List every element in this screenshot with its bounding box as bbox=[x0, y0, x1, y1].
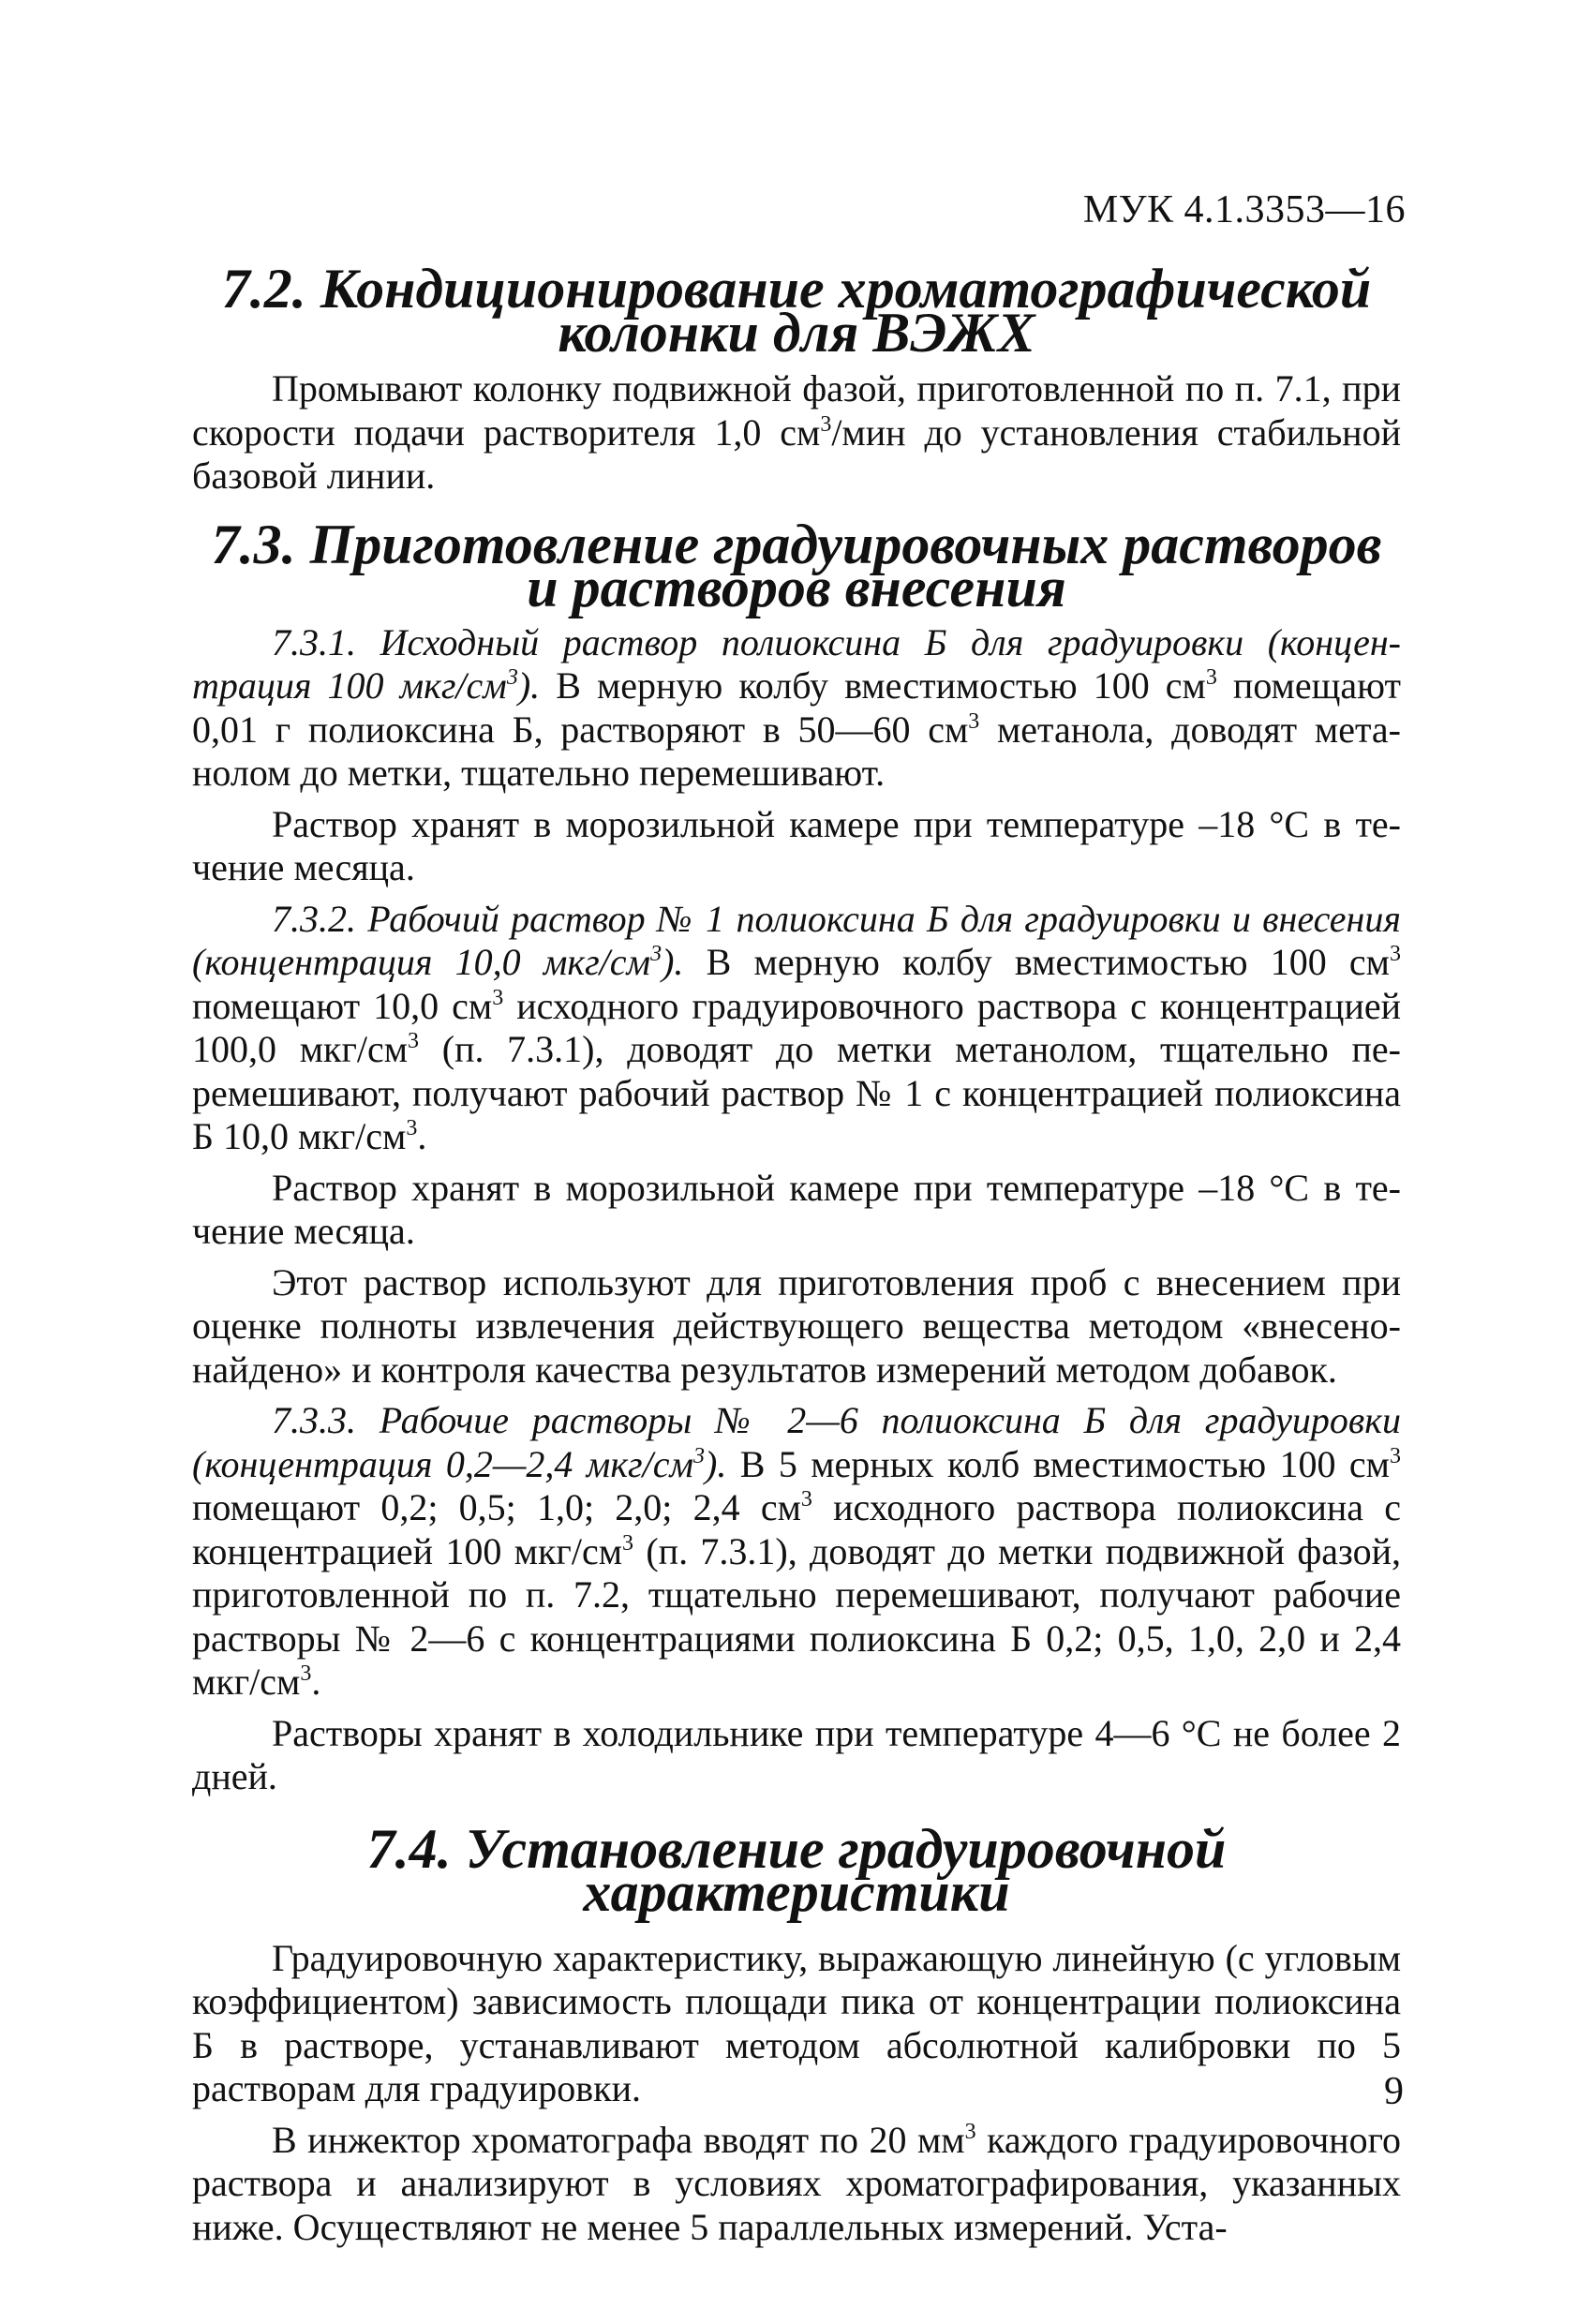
superscript: 3 bbox=[1390, 1443, 1401, 1468]
superscript: 3 bbox=[300, 1661, 312, 1686]
text-run: В мерную колбу вместимостью 100 см bbox=[540, 664, 1206, 707]
text-run: ). bbox=[517, 664, 541, 707]
text-run: Промывают колонку подвижной фазой, приготовленной по п. 7.1, при скорости подачи растворителя 1,0 см bbox=[192, 367, 1401, 454]
paragraph-7-3-2 bbox=[192, 898, 1401, 1159]
text-run: (п. 7.3.1), доводят до метки метанолом, тщательно перемешивают, получают рабочий раствор № 1 с концентрацией полиоксина Б 10,0 мкг/см bbox=[192, 1028, 1401, 1157]
section-heading-7-2: 7.2. Кондиционирование хроматографической колонки для ВЭЖХ bbox=[221, 258, 1372, 364]
document-code: МУК 4.1.3353—16 bbox=[1082, 188, 1406, 231]
text-run: (п. 7.3.1), доводят до метки подвижной фазой, приготовленной по п. 7.2, тщательно перемешивают, получают рабочие растворы № 2—6 с концентрациями полиоксина Б 0,2; 0,5, 1,0, 2,0 и 2,4 мкг/см bbox=[192, 1529, 1402, 1703]
superscript: 3 bbox=[800, 1487, 812, 1512]
superscript: 3 bbox=[820, 411, 832, 437]
page-number: 9 bbox=[1384, 2070, 1404, 2113]
superscript: 3 bbox=[506, 665, 518, 690]
superscript: 3 bbox=[693, 1443, 706, 1468]
text-run: В 5 мерных колб вместимостью 100 см bbox=[726, 1442, 1390, 1485]
text-run: В мерную колбу вместимостью 100 см bbox=[683, 941, 1390, 983]
superscript: 3 bbox=[492, 985, 504, 1010]
paragraph-7-3-3 bbox=[192, 1399, 1401, 1705]
paragraph-usage: Этот раствор используют для приготовления проб с внесением при оценке полноты извлечения действующего вещества методом «внесено-найдено» и контроля качества результатов измерений методом добавок. bbox=[192, 1260, 1401, 1391]
paragraph-storage-2: Раствор хранят в морозильной камере при температуре –18 °С в течение месяца. bbox=[192, 1166, 1401, 1252]
superscript: 3 bbox=[1205, 665, 1217, 690]
text-run: помещают 0,01 г полиоксина Б, растворяют в 50—60 см bbox=[192, 664, 1402, 751]
text-run: . bbox=[311, 1661, 321, 1703]
text-run: ). bbox=[662, 941, 684, 983]
superscript: 3 bbox=[622, 1530, 634, 1556]
paragraph-storage-1: Раствор хранят в морозильной камере при температуре –18 °С в течение месяца. bbox=[192, 802, 1401, 888]
paragraph-injection bbox=[192, 2119, 1401, 2250]
text-run: В инжектор хроматографа вводят по 20 мм bbox=[272, 2118, 965, 2161]
section-heading-7-3: 7.3. Приготовление градуировочных растворов и растворов внесения bbox=[211, 513, 1382, 618]
text-run: каждого градуировочного раствора и анализируют в условиях хроматографирования, указанных ниже. Осуществляют не менее 5 параллельных измерений. Уста- bbox=[192, 2118, 1401, 2248]
superscript: 3 bbox=[406, 1116, 418, 1140]
section-heading-7-4: 7.4. Установление градуировочной характеристики bbox=[366, 1817, 1227, 1923]
paragraph-7-3-1 bbox=[192, 621, 1401, 796]
text-run: 7.3.3. Рабочие растворы № 2—6 полиоксина Б для градуировки (концентрация 0,2—2,4 мкг/см bbox=[192, 1399, 1401, 1485]
superscript: 3 bbox=[650, 942, 663, 966]
page-body bbox=[192, 258, 1402, 2257]
paragraph-column-conditioning bbox=[192, 367, 1401, 499]
text-run: исходного градуировочного раствора с концентрацией 100,0 мкг/см bbox=[192, 984, 1402, 1070]
paragraph-calibration: Градуировочную характеристику, выражающую линейную (с угловым коэффициентом) зависимость площади пика от концентрации полиоксина Б в растворе, устанавливают методом абсолютной калибровки по 5 растворам для градуировки. bbox=[192, 1936, 1401, 2109]
superscript: 3 bbox=[964, 2119, 976, 2144]
text-run: /мин до установления стабильной базовой линии. bbox=[192, 410, 1401, 497]
text-run: 7.3.1. Исходный раствор полиоксина Б для градуировки (концентрация 100 мкг/см bbox=[192, 620, 1401, 707]
superscript: 3 bbox=[968, 708, 980, 734]
text-run: помещают 10,0 см bbox=[192, 984, 493, 1027]
text-run: метанола, доводят метанолом до метки, тщательно перемешивают. bbox=[192, 708, 1401, 794]
text-run: 7.3.2. Рабочий раствор № 1 полиоксина Б для градуировки и внесения (концентрация 10,0 мкг/см bbox=[192, 897, 1401, 983]
superscript: 3 bbox=[408, 1029, 420, 1053]
text-run: ). bbox=[705, 1442, 727, 1485]
text-run: помещают 0,2; 0,5; 1,0; 2,0; 2,4 см bbox=[192, 1486, 801, 1528]
paragraph-storage-3: Растворы хранят в холодильнике при температуре 4—6 °С не более 2 дней. bbox=[192, 1711, 1401, 1797]
superscript: 3 bbox=[1390, 942, 1401, 966]
text-run: исходного раствора полиоксина с концентрацией 100 мкг/см bbox=[192, 1486, 1401, 1572]
text-run: . bbox=[417, 1115, 427, 1157]
